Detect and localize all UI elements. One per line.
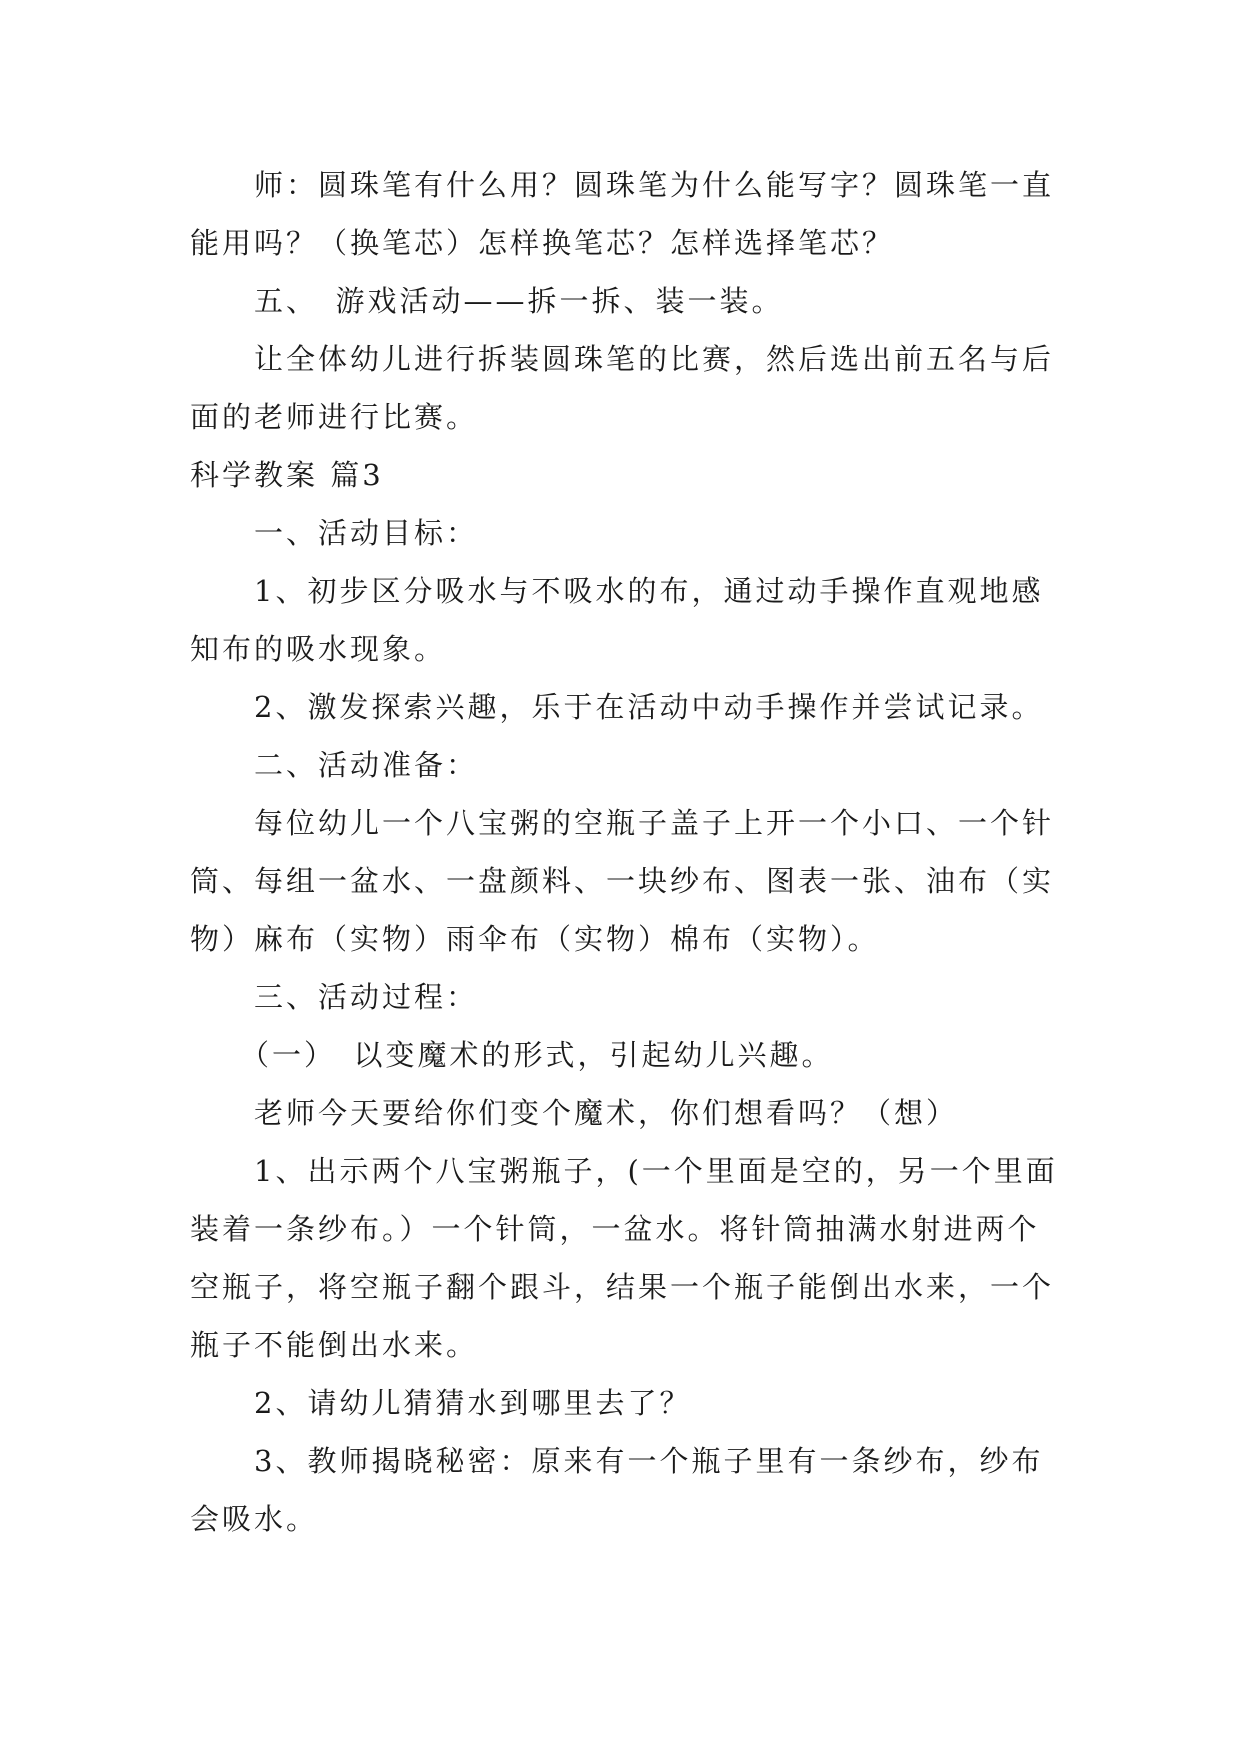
paragraph-teacher-magic: 老师今天要给你们变个魔术，你们想看吗？（想） (254, 1096, 959, 1130)
paragraph-teacher-questions: 师：圆珠笔有什么用？圆珠笔为什么能写字？圆珠笔一直能用吗？（换笔芯）怎样换笔芯？怎样选择笔芯？ (190, 168, 1055, 260)
goal-item-1: 1、初步区分吸水与不吸水的布，通过动手操作直观地感知布的吸水现象。 (190, 574, 1044, 666)
heading-activity-goals: 一、活动目标： (254, 516, 479, 550)
goal-item-2: 2、激发探索兴趣，乐于在活动中动手操作并尝试记录。 (254, 690, 1044, 724)
heading-activity-process: 三、活动过程： (254, 980, 479, 1014)
document-body (190, 156, 1070, 1548)
paragraph-game-instructions: 让全体幼儿进行拆装圆珠笔的比赛，然后选出前五名与后面的老师进行比赛。 (190, 342, 1055, 434)
step-item-3: 3、教师揭晓秘密：原来有一个瓶子里有一条纱布，纱布会吸水。 (190, 1444, 1044, 1536)
step-item-2: 2、请幼儿猜猜水到哪里去了？ (254, 1386, 692, 1420)
section-title: 科学教案 篇3 (190, 458, 384, 492)
heading-game-activity: 五、 游戏活动——拆一拆、装一装。 (254, 284, 784, 318)
heading-activity-preparation: 二、活动准备： (254, 748, 479, 782)
step-item-1: 1、出示两个八宝粥瓶子，(一个里面是空的，另一个里面装着一条纱布。）一个针筒，一盆水。将针筒抽满水射进两个空瓶子，将空瓶子翻个跟斗，结果一个瓶子能倒出水来，一个瓶子不能倒出水来。 (190, 1154, 1058, 1362)
paragraph-materials: 每位幼儿一个八宝粥的空瓶子盖子上开一个小口、一个针筒、每组一盆水、一盘颜料、一块纱布、图表一张、油布（实物）麻布（实物）雨伞布（实物）棉布（实物）。 (190, 806, 1055, 956)
subheading-magic-intro: （一） 以变魔术的形式，引起幼儿兴趣。 (240, 1038, 834, 1072)
